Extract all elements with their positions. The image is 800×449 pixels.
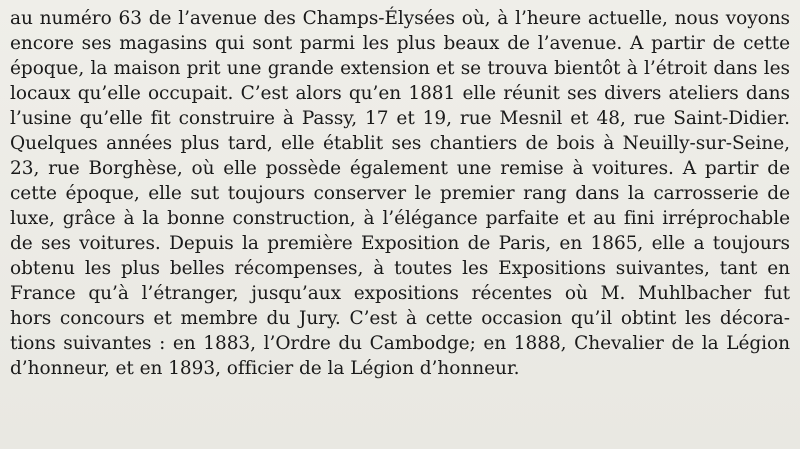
text-line-15: d’honneur, et en 1893, officier de la Légion d’honneur. [10,358,520,379]
text-line-2: encore ses magasins qui sont parmi les plus beaux de l’avenue. A partir de cette [10,33,790,54]
text-line-7: 23, rue Borghèse, où elle possède également une remise à voitures. A partir de [10,158,790,179]
text-line-11: obtenu les plus belles récompenses, à toutes les Expositions suivantes, tant en [10,258,790,279]
text-line-10: de ses voitures. Depuis la première Exposition de Paris, en 1865, elle a toujours [10,233,790,254]
text-line-4: locaux qu’elle occupait. C’est alors qu’en 1881 elle réunit ses divers ateliers dans [10,83,790,104]
text-line-12: France qu’à l’étranger, jusqu’aux expositions récentes où M. Muhlbacher fut [10,283,790,304]
body-text [10,6,790,381]
text-line-14: tions suivantes : en 1883, l’Ordre du Cambodge; en 1888, Chevalier de la Légion [10,333,790,354]
text-line-8: cette époque, elle sut toujours conserver le premier rang dans la carrosserie de [10,183,790,204]
text-line-13: hors concours et membre du Jury. C’est à cette occasion qu’il obtint les décora- [10,308,790,329]
text-line-6: Quelques années plus tard, elle établit ses chantiers de bois à Neuilly-sur-Seine, [10,133,790,154]
text-line-5: l’usine qu’elle fit construire à Passy, 17 et 19, rue Mesnil et 48, rue Saint-Didier. [10,108,790,129]
text-line-9: luxe, grâce à la bonne construction, à l’élégance parfaite et au fini irréprochable [10,208,790,229]
text-line-3: époque, la maison prit une grande extension et se trouva bientôt à l’étroit dans les [10,58,790,79]
text-line-1: au numéro 63 de l’avenue des Champs-Élysées où, à l’heure actuelle, nous voyons [10,8,790,29]
